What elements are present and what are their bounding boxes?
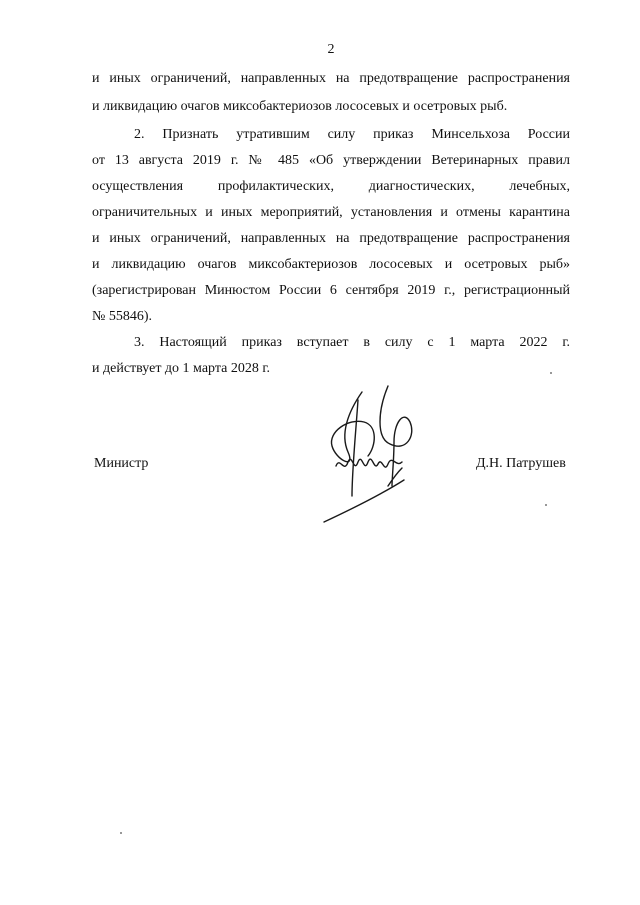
paragraph-2-line-7: (зарегистрирован Минюстом России 6 сентября 2019 г., регистрационный [92, 283, 570, 298]
paragraph-2-line-3: осуществления профилактических, диагностических, лечебных, [92, 179, 570, 194]
paragraph-2-line-1: 2. Признать утратившим силу приказ Минсельхоза России [134, 127, 570, 142]
handwritten-signature [318, 382, 428, 527]
scan-speck [545, 504, 547, 506]
paragraph-1-line-2: и ликвидацию очагов миксобактериозов лососевых и осетровых рыб. [92, 99, 508, 114]
scan-speck [120, 832, 122, 834]
page-number: 2 [327, 42, 335, 57]
signatory-position: Министр [94, 456, 149, 471]
signatory-name: Д.Н. Патрушев [476, 456, 566, 471]
paragraph-2-line-2: от 13 августа 2019 г. № 485 «Об утверждении Ветеринарных правил [92, 153, 570, 168]
paragraph-1-line-1: и иных ограничений, направленных на предотвращение распространения [92, 71, 570, 86]
paragraph-3-line-2: и действует до 1 марта 2028 г. [92, 361, 271, 376]
paragraph-2-line-4: ограничительных и иных мероприятий, установления и отмены карантина [92, 205, 570, 220]
paragraph-2-line-8: № 55846). [92, 309, 153, 324]
paragraph-3-line-1: 3. Настоящий приказ вступает в силу с 1 марта 2022 г. [134, 335, 570, 350]
scan-speck [550, 372, 552, 374]
paragraph-2-line-5: и иных ограничений, направленных на предотвращение распространения [92, 231, 570, 246]
paragraph-2-line-6: и ликвидацию очагов миксобактериозов лососевых и осетровых рыб» [92, 257, 570, 272]
